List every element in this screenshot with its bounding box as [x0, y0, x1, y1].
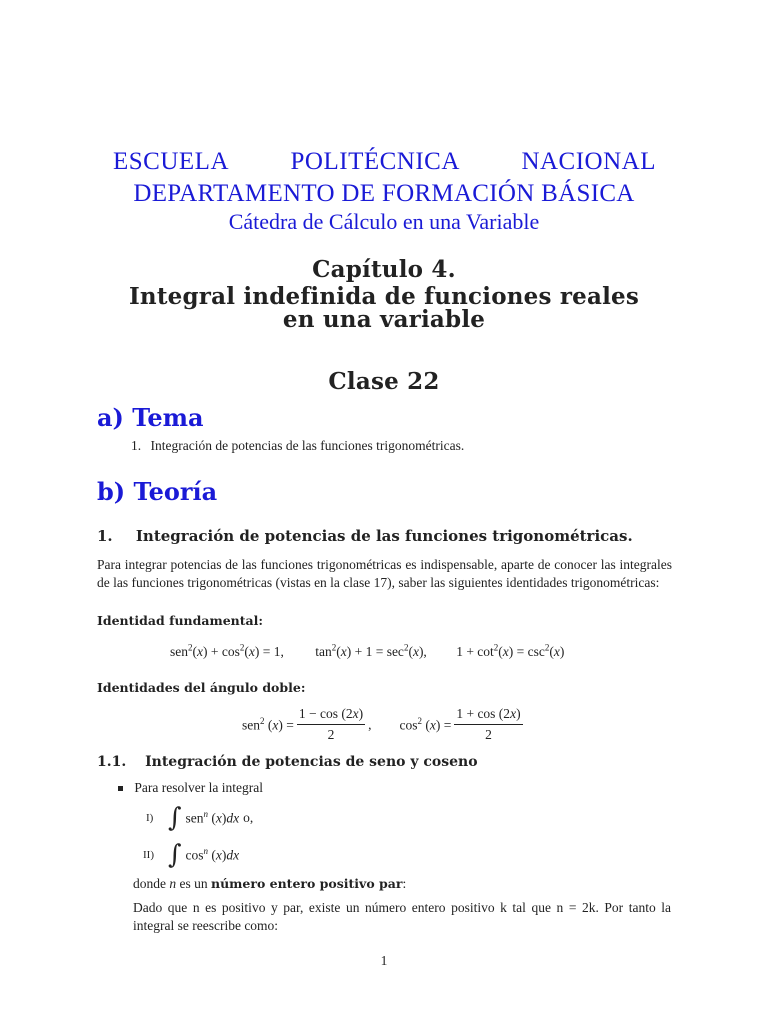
identity-label: Identidad fundamental:	[97, 613, 263, 628]
final-paragraph: Dado que n es positivo y par, existe un número entero positivo k tal que n = 2k. Por tanto la integral se reescribe como:	[133, 900, 671, 933]
school-word-2: POLITÉCNICA	[290, 148, 460, 175]
where-end: :	[402, 876, 407, 891]
sin-squared-lhs: sen$^2$ (x) =	[242, 715, 294, 733]
subsubsection-heading	[97, 754, 478, 770]
bullet-icon	[118, 786, 123, 791]
chair-name: Cátedra de Cálculo en una Variable	[228, 209, 540, 234]
school-name	[113, 148, 656, 176]
double-angle-identities: sen$^2$ (x) = $\frac{1 - \cos (2x)}{2}$ , $\cos^2 (x)$ = $\frac{1 + \cos (2x)}{2}$	[242, 706, 521, 742]
section-a-heading: a) Tema	[97, 403, 204, 432]
where-text: donde	[133, 876, 166, 891]
chapter-title-line1: Integral indefinida de funciones reales	[128, 283, 640, 310]
case-ii-label: II)	[143, 849, 154, 861]
chapter-title-line2: en una variable	[282, 306, 486, 333]
case-ii	[143, 840, 239, 870]
department-name: DEPARTAMENTO DE FORMACIÓN BÁSICA	[133, 180, 635, 207]
topic-item-text: Integración de potencias de las funciones trigonométricas.	[150, 438, 465, 453]
identity-2: $\tan^2(x) + 1 = \sec^2(x)$,	[315, 642, 427, 659]
subsection-heading	[97, 527, 633, 545]
identity-1: $sen^2(x) + \cos^2(x) = 1$,	[170, 642, 284, 659]
where-line	[133, 876, 406, 892]
integral-sign-1: ∫	[168, 803, 182, 833]
case-i-suffix: o,	[243, 810, 254, 825]
fundamental-identities	[170, 642, 564, 660]
case-ii-integrand: $\cos^n (x)dx$	[185, 846, 240, 863]
case-i-integrand: sen$^n$ (x)dx	[185, 809, 240, 826]
intro-paragraph: Para integrar potencias de las funciones trigonométricas es indispensable, aparte de conocer las integrales de las funciones trigonométricas (vistas en la clase 17), saber las siguientes identidades trigonométricas:	[97, 557, 672, 590]
school-word-3: NACIONAL	[521, 148, 656, 175]
where-n: n	[169, 876, 177, 891]
case-i	[146, 803, 253, 833]
cos-squared-lhs: $\cos^2 (x)$ =	[399, 715, 452, 733]
cos-squared-fraction: $\frac{1 + \cos (2x)}{2}$	[456, 706, 521, 742]
subsection-number: 1.	[97, 527, 113, 545]
identity-3: $1 + \cot^2(x) = \csc^2(x)$	[456, 642, 565, 659]
section-b-heading: b) Teoría	[97, 477, 218, 506]
topic-item	[131, 438, 464, 454]
school-word-1: ESCUELA	[113, 148, 229, 175]
where-mid: es un	[179, 876, 208, 891]
integral-sign-2: ∫	[168, 840, 182, 870]
sin-squared-fraction: $\frac{1 - \cos (2x)}{2}$	[298, 706, 364, 742]
bullet-text: Para resolver la integral	[134, 780, 263, 795]
case-i-label: I)	[146, 812, 154, 824]
double-angle-label: Identidades del ángulo doble:	[97, 680, 306, 695]
page-number: 1	[380, 953, 388, 968]
where-bold: número entero positivo par	[211, 876, 403, 891]
subsubsection-number: 1.1.	[97, 754, 127, 770]
class-number: Clase 22	[328, 368, 440, 395]
subsection-title: Integración de potencias de las funciones trigonométricas.	[135, 527, 633, 545]
topic-item-number: 1.	[131, 438, 142, 453]
chapter-number: Capítulo 4.	[312, 256, 456, 283]
bullet-item	[118, 780, 263, 796]
subsubsection-title: Integración de potencias de seno y coseno	[145, 754, 478, 770]
